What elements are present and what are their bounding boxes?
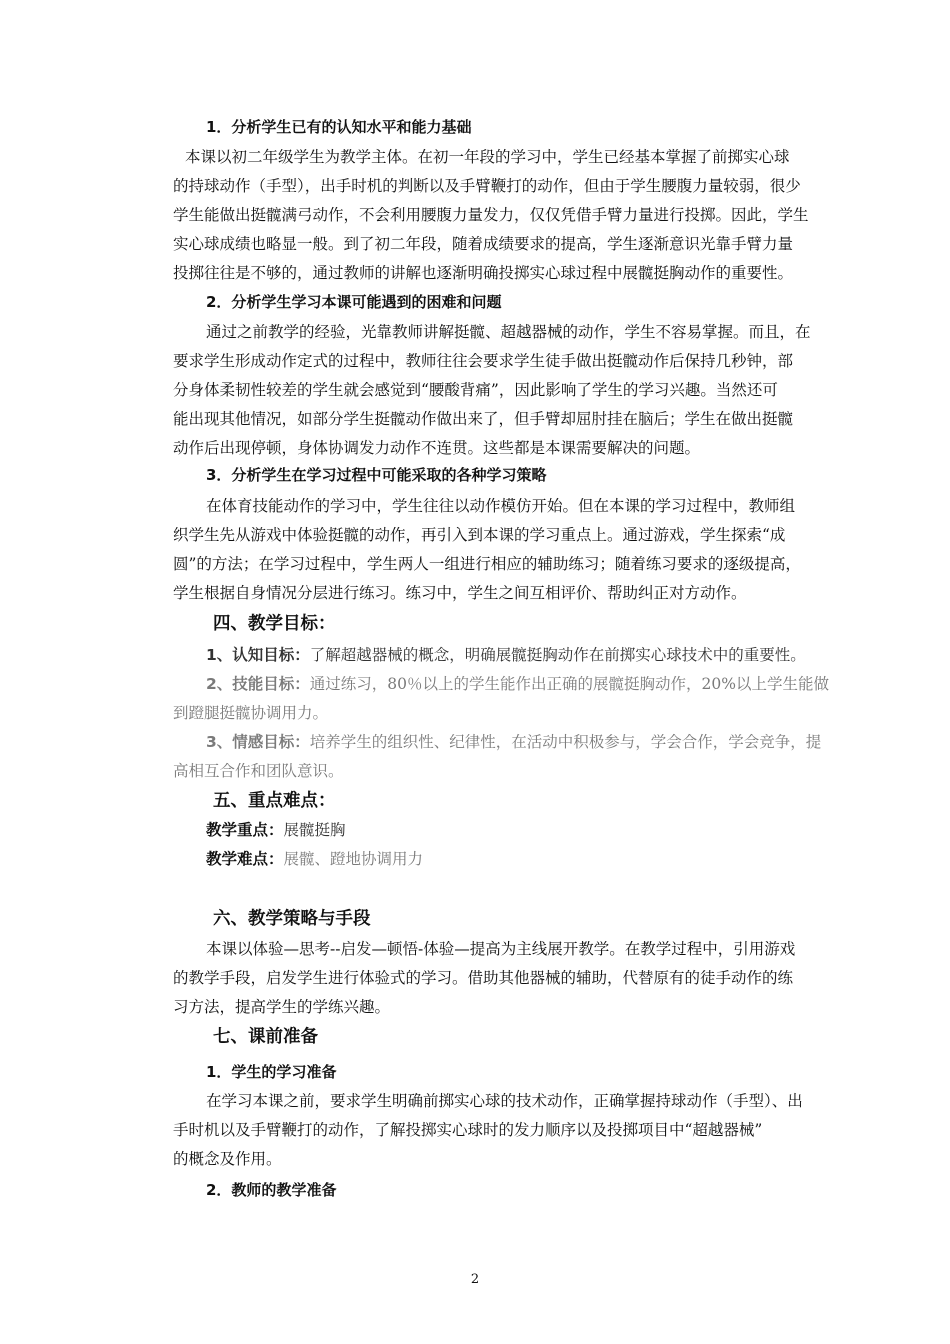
goal-label: 3、情感目标： (206, 733, 310, 751)
paragraph-line: 的概念及作用。 (173, 1150, 282, 1168)
paragraph-line: 投掷往往是不够的，通过教师的讲解也逐渐明确投掷实心球过程中展髋挺胸动作的重要性。 (173, 264, 794, 282)
goal-emotional (173, 728, 837, 786)
page-number: 2 (470, 1272, 480, 1287)
paragraph-analysis-3 (173, 492, 837, 608)
paragraph-line: 能出现其他情况，如部分学生挺髋动作做出来了，但手臂却屈肘挂在脑后；学生在做出挺髋 (173, 410, 794, 428)
paragraph-line: 本课以体验—思考--启发—顿悟-体验—提高为主线展开教学。在教学过程中，引用游戏 (206, 940, 796, 958)
subsection-heading-teacher-prep: 2．教师的教学准备 (206, 1181, 337, 1199)
paragraph-line: 圆”的方法；在学习过程中，学生两人一组进行相应的辅助练习；随着练习要求的逐级提高， (173, 555, 801, 573)
paragraph-line: 在学习本课之前，要求学生明确前掷实心球的技术动作，正确掌握持球动作（手型）、出 (206, 1092, 803, 1110)
paragraph-line: 的持球动作（手型），出手时机的判断以及手臂鞭打的动作，但由于学生腰腹力量较弱，很少 (173, 177, 801, 195)
section-heading-preparation: 七、课前准备 (213, 1027, 318, 1047)
key-point (173, 816, 870, 845)
paragraph-line: 要求学生形成动作定式的过程中，教师往往会要求学生徒手做出挺髋动作后保持几秒钟，部 (173, 352, 794, 370)
subsection-heading-student-prep: 1．学生的学习准备 (206, 1063, 337, 1081)
paragraph-line: 分身体柔韧性较差的学生就会感觉到“腰酸背痛”，因此影响了学生的学习兴趣。当然还可 (173, 381, 778, 399)
goal-label: 1、认知目标： (206, 646, 310, 664)
paragraph-line: 的教学手段，启发学生进行体验式的学习。借助其他器械的辅助，代替原有的徒手动作的练 (173, 969, 794, 987)
goal-cognitive (173, 641, 837, 670)
paragraph-student-prep (173, 1087, 837, 1174)
goal-text-continued: 高相互合作和团队意识。 (173, 762, 344, 780)
paragraph-line: 动作后出现停顿，身体协调发力动作不连贯。这些都是本课需要解决的问题。 (173, 439, 701, 457)
paragraph-line: 实心球成绩也略显一般。到了初二年段，随着成绩要求的提高，学生逐渐意识光靠手臂力量 (173, 235, 794, 253)
paragraph-line: 在体育技能动作的学习中，学生往往以动作模仿开始。但在本课的学习过程中，教师组 (206, 497, 796, 515)
goal-text: 了解超越器械的概念，明确展髋挺胸动作在前掷实心球技术中的重要性。 (309, 646, 806, 664)
goal-text: 通过练习，80％以上的学生能作出正确的展髋挺胸动作，20%以上学生能做 (309, 675, 829, 693)
paragraph-strategy (173, 935, 837, 1022)
paragraph-line: 本课以初二年级学生为教学主体。在初一年段的学习中，学生已经基本掌握了前掷实心球 (185, 148, 790, 166)
paragraph-line: 习方法，提高学生的学练兴趣。 (173, 998, 391, 1016)
difficulty-text: 展髋、蹬地协调用力 (283, 850, 424, 868)
goal-label: 2、技能目标： (206, 675, 310, 693)
paragraph-line: 学生能做出挺髋满弓动作，不会利用腰腹力量发力，仅仅凭借手臂力量进行投掷。因此，学生 (173, 206, 809, 224)
paragraph-line: 通过之前教学的经验，光靠教师讲解挺髋、超越器械的动作，学生不容易掌握。而且，在 (206, 323, 811, 341)
goal-text-continued: 到蹬腿挺髋协调用力。 (173, 704, 329, 722)
section-heading-analysis-2: 2．分析学生学习本课可能遇到的困难和问题 (206, 293, 502, 311)
goal-skill (173, 670, 837, 728)
section-heading-analysis-3: 3．分析学生在学习过程中可能采取的各种学习策略 (206, 466, 547, 484)
difficulty-point (173, 845, 870, 874)
difficulty-label: 教学难点： (206, 850, 284, 868)
goal-text: 培养学生的组织性、纪律性，在活动中积极参与，学会合作，学会竞争，提 (309, 733, 822, 751)
paragraph-line: 织学生先从游戏中体验挺髋的动作，再引入到本课的学习重点上。通过游戏，学生探索“成 (173, 526, 786, 544)
paragraph-analysis-2 (173, 318, 837, 463)
paragraph-line: 手时机以及手臂鞭打的动作，了解投掷实心球时的发力顺序以及投掷项目中“超越器械” (173, 1121, 763, 1139)
section-heading-goals: 四、教学目标： (213, 614, 336, 634)
key-point-text: 展髋挺胸 (283, 821, 346, 839)
key-point-label: 教学重点： (206, 821, 284, 839)
paragraph-line: 学生根据自身情况分层进行练习。练习中，学生之间互相评价、帮助纠正对方动作。 (173, 584, 747, 602)
section-heading-key-points: 五、重点难点： (213, 791, 336, 811)
section-heading-strategy: 六、教学策略与手段 (213, 909, 371, 929)
section-heading-analysis-1: 1．分析学生已有的认知水平和能力基础 (206, 118, 472, 136)
paragraph-analysis-1 (173, 143, 837, 288)
